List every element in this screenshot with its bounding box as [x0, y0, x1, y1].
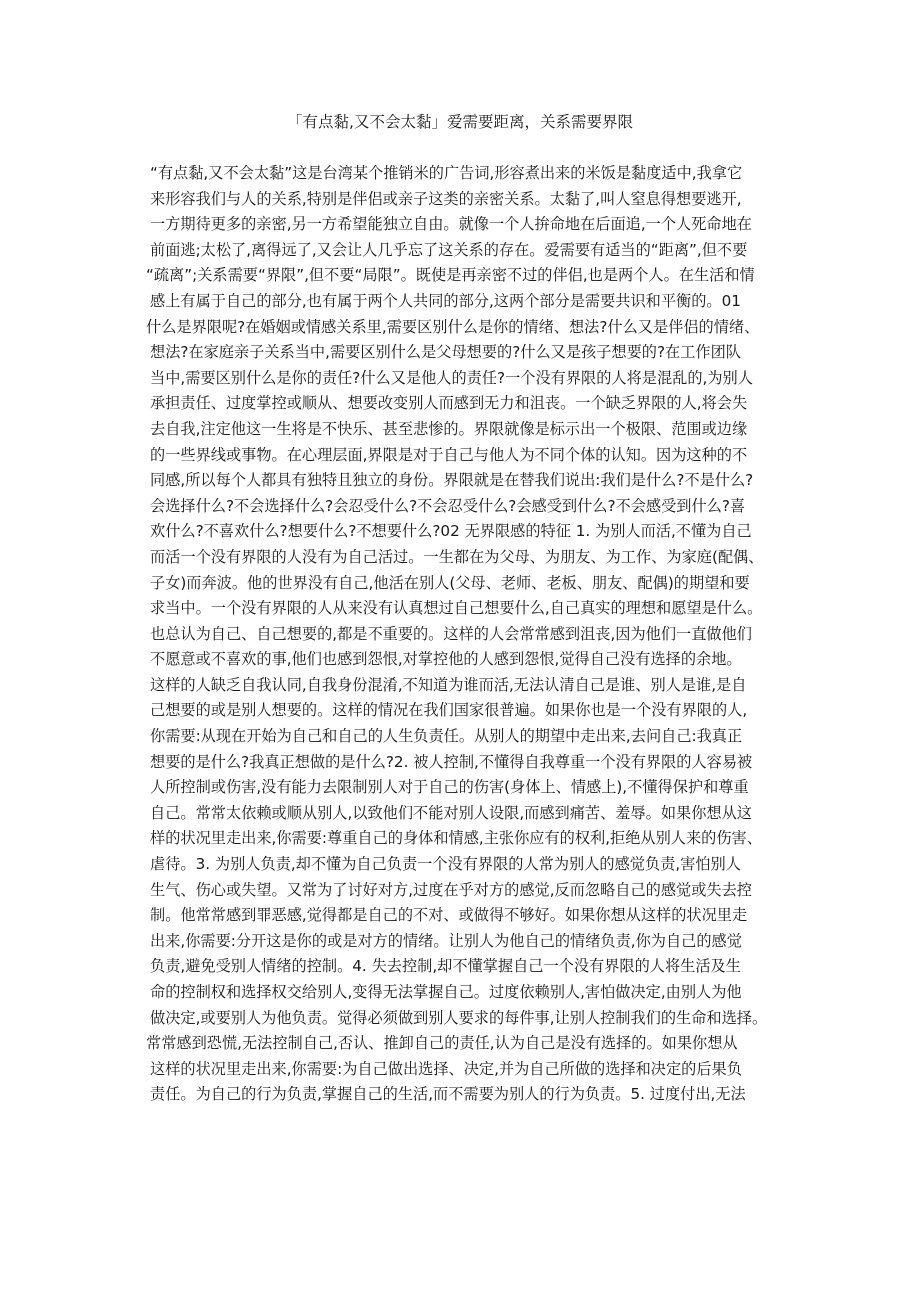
- body-line: 想要的是什么?我真正想做的是什么?2. 被人控制,不懂得自我尊重一个没有界限的人容易被: [150, 752, 753, 771]
- body-line: 这样的状况里走出来,你需要:为自己做出选择、决定,并为自己所做的选择和决定的后果负: [150, 1059, 742, 1078]
- body-line: 感上有属于自己的部分,也有属于两个人共同的部分,这两个部分是需要共识和平衡的。01: [150, 291, 741, 310]
- document-body: [0, 161, 920, 1108]
- body-line: 求当中。一个没有界限的人从来没有认真想过自己想要什么,自己真实的理想和愿望是什么。: [150, 599, 763, 618]
- body-line: 生气、伤心或失望。又常为了讨好对方,过度在乎对方的感觉,反而忽略自己的感觉或失去控: [150, 880, 752, 899]
- body-line: 子女)而奔波。他的世界没有自己,他活在别人(父母、老师、老板、朋友、配偶)的期望和要: [150, 573, 750, 592]
- body-line: 自己。常常太依赖或顺从别人,以致他们不能对别人设限,而感到痛苦、羞辱。如果你想从这: [150, 803, 752, 822]
- body-line: 来形容我们与人的关系,特别是伴侣或亲子这类的亲密关系。太黏了,叫人窒息得想要逃开,: [150, 189, 742, 208]
- body-line: 同感,所以每个人都具有独特且独立的身份。界限就是在替我们说出:我们是什么?不是什么?: [150, 471, 754, 490]
- document-title: 「有点黏,又不会太黏」爱需要距离，关系需要界限: [287, 113, 633, 131]
- body-line: 不愿意或不喜欢的事,他们也感到怨恨,对掌控他的人感到怨恨,觉得自己没有选择的余地。: [150, 650, 742, 669]
- body-line: 负责,避免受别人情绪的控制。4. 失去控制,却不懂掌握自己一个没有界限的人将生活及生: [150, 957, 741, 976]
- body-line: 会选择什么?不会选择什么?会忍受什么?不会忍受什么?会感受到什么?不会感受到什么?喜: [150, 496, 746, 515]
- body-line: 人所控制或伤害,没有能力去限制别人对于自己的伤害(身体上、情感上),不懂得保护和尊重: [150, 778, 749, 797]
- body-line: 命的控制权和选择权交给别人,变得无法掌握自己。过度依赖别人,害怕做决定,由别人为他: [150, 983, 742, 1001]
- body-line: “有点黏,又不会太黏”这是台湾某个推销米的广告词,形容煮出来的米饭是黏度适中,我拿它: [150, 164, 743, 182]
- body-line: 当中,需要区别什么是你的责任?什么又是他人的责任?一个没有界限的人将是混乱的,为别人: [150, 368, 753, 387]
- body-line: 一方期待更多的亲密,另一方希望能独立自由。就像一个人拚命地在后面追,一个人死命地在: [150, 215, 752, 234]
- body-line: 你需要:从现在开始为自己和自己的人生负责任。从别人的期望中走出来,去问自己:我真正: [150, 727, 743, 746]
- body-line: 做决定,或要别人为他负责。觉得必须做到别人要求的每件事,让别人控制我们的生命和选择。: [150, 1008, 768, 1027]
- body-line: 出来,你需要:分开这是你的或是对方的情绪。让别人为他自己的情绪负责,你为自己的感觉: [150, 931, 742, 950]
- body-line: 虐待。3. 为别人负责,却不懂为自己负责一个没有界限的人常为别人的感觉负责,害怕别人: [150, 855, 741, 874]
- body-line: 什么是界限呢?在婚姻或情感关系里,需要区别什么是你的情绪、想法?什么又是伴侣的情绪、: [146, 317, 760, 336]
- body-line: 己想要的或是别人想要的。这样的情况在我们国家很普遍。如果你也是一个没有界限的人,: [150, 701, 748, 720]
- body-line: 的一些界线或事物。在心理层面,界限是对于自己与他人为不同个体的认知。因为这种的不: [150, 445, 748, 464]
- body-line: 欢什么?不喜欢什么?想要什么?不想要什么?02 无界限感的特征 1. 为别人而活,不懂为自己: [150, 522, 752, 541]
- body-line: 承担责任、过度掌控或顺从、想要改变别人而感到无力和沮丧。一个缺乏界限的人,将会失: [150, 394, 748, 413]
- body-line: 这样的人缺乏自我认同,自我身份混淆,不知道为谁而活,无法认清自己是谁、别人是谁,是自: [150, 675, 747, 694]
- body-line: 也总认为自己、自己想要的,都是不重要的。这样的人会常常感到沮丧,因为他们一直做他们: [150, 624, 752, 643]
- body-line: 想法?在家庭亲子关系当中,需要区别什么是父母想要的?什么又是孩子想要的?在工作团队: [150, 343, 741, 362]
- body-line: 去自我,注定他这一生将是不快乐、甚至悲惨的。界限就像是标示出一个极限、范围或边缘: [150, 419, 748, 438]
- body-line: 而活一个没有界限的人没有为自己活过。一生都在为父母、为朋友、为工作、为家庭(配偶、: [150, 547, 764, 566]
- body-line: 责任。为自己的行为负责,掌握自己的生活,而不需要为别人的行为负责。5. 过度付出,无法: [150, 1085, 746, 1104]
- body-line: 样的状况里走出来,你需要:尊重自己的身体和情感,主张你应有的权利,拒绝从别人来的伤害、: [150, 829, 762, 848]
- body-line: 制。他常常感到罪恶感,觉得都是自己的不对、或做得不够好。如果你想从这样的状况里走: [150, 906, 748, 925]
- body-line: 前面逃;太松了,离得远了,又会让人几乎忘了这关系的存在。爱需要有适当的“距离”,但不要: [150, 240, 748, 259]
- body-line: 常常感到恐慌,无法控制自己,否认、推卸自己的责任,认为自己是没有选择的。如果你想从: [146, 1034, 738, 1053]
- body-line: “疏离”;关系需要“界限”,但不要“局限”。既使是再亲密不过的伴侣,也是两个人。在生活和情: [146, 266, 755, 285]
